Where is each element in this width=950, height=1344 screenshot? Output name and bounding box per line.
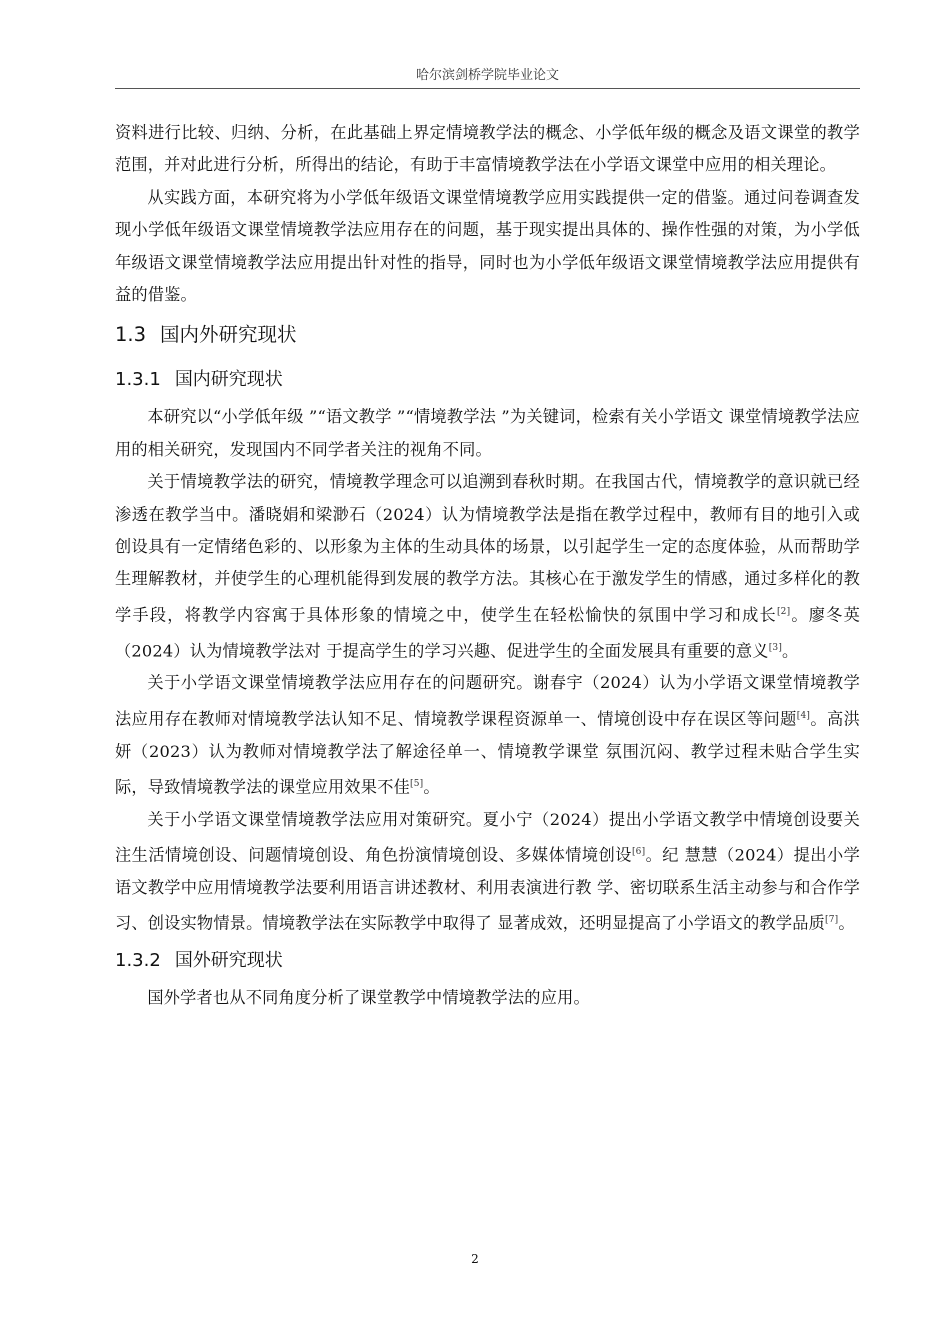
paragraph-5-text-a: 关于小学语文课堂情境教学法应用存在的问题研究。谢春宇（2024）认为小学语文课堂情境教学法应用存在教师对情境教学法认知不足、情境教学课程资源单一、情境创设中存在误区等问题 <box>115 673 860 729</box>
section-title: 国内外研究现状 <box>160 323 297 347</box>
paragraph-4-text-b: 。廖冬英（2024）认为情境教学法对 于提高学生的学习兴趣、促进学生的全面发展具有重要的意义 <box>115 605 860 661</box>
section-title: 国外研究现状 <box>174 950 283 972</box>
paragraph-5-text-b: 。高洪妍（2023）认为教师对情境教学法了解途径单一、情境教学课堂 氛围沉闷、教学过程未贴合学生实际，导致情境教学法的课堂应用效果不佳 <box>115 709 860 797</box>
citation-3: [3] <box>768 642 783 653</box>
paragraph-6-text-a: 关于小学语文课堂情境教学法应用对策研究。夏小宁（2024）提出小学语文教学中情境创设要关注生活情境创设、问题情境创设、角色扮演情境创设、多媒体情境创设 <box>115 809 860 865</box>
header-rule <box>115 88 860 89</box>
citation-2: [2] <box>776 606 791 617</box>
citation-4: [4] <box>796 710 811 721</box>
citation-5: [5] <box>409 779 424 790</box>
running-header: 哈尔滨剑桥学院毕业论文 <box>415 68 559 83</box>
paragraph-4-text-c: 。 <box>782 641 799 661</box>
paragraph-6 <box>115 804 860 940</box>
page-body <box>115 117 860 1015</box>
page-number: 2 <box>471 1252 479 1266</box>
paragraph-7: 国外学者也从不同角度分析了课堂教学中情境教学法的应用。 <box>147 988 590 1008</box>
citation-6: [6] <box>631 847 646 858</box>
section-heading-1-3-2 <box>115 940 860 982</box>
section-number: 1.3 <box>115 323 147 347</box>
paragraph-2: 从实践方面，本研究将为小学低年级语文课堂情境教学应用实践提供一定的借鉴。通过问卷调查发现小学低年级语文课堂情境教学法应用存在的问题，基于现实提出具体的、操作性强的对策，为小学低年级语文课堂情境教学法应用提出针对性的指导，同时也为小学低年级语文课堂情境教学法应用提供有益的借鉴。 <box>115 187 860 305</box>
citation-7: [7] <box>825 915 839 926</box>
section-number: 1.3.1 <box>115 369 161 391</box>
section-title: 国内研究现状 <box>174 369 283 391</box>
paragraph-5 <box>115 667 860 803</box>
paragraph-1: 资料进行比较、归纳、分析，在此基础上界定情境教学法的概念、小学低年级的概念及语文课堂的教学范围，并对此进行分析，所得出的结论，有助于丰富情境教学法在小学语文课堂中应用的相关理论。 <box>115 123 860 175</box>
paragraph-3: 本研究以“小学低年级 ”“语文教学 ”“情境教学法 ”为关键词，检索有关小学语文 课堂情境教学法应用的相关研究，发现国内不同学者关注的视角不同。 <box>115 407 860 459</box>
section-heading-1-3-1 <box>115 359 860 401</box>
section-number: 1.3.2 <box>115 950 161 972</box>
paragraph-5-text-c: 。 <box>423 777 440 797</box>
section-heading-1-3 <box>115 311 860 359</box>
paragraph-6-text-b: 。纪 慧慧（2024）提出小学语文教学中应用情境教学法要利用语言讲述教材、利用表演进行教 学、密切联系生活主动参与和合作学习、创设实物情景。情境教学法在实际教学中取得了 显著成效，还明显提高了小学语文的教学品质 <box>115 845 861 933</box>
paragraph-6-text-c: 。 <box>838 913 855 933</box>
paragraph-4 <box>115 466 860 667</box>
paragraph-4-text-a: 关于情境教学法的研究，情境教学理念可以追溯到春秋时期。在我国古代，情境教学的意识就已经渗透在教学当中。潘晓娟和梁渺石（2024）认为情境教学法是指在教学过程中，教师有目的地引入或创设具有一定情绪色彩的、以形象为主体的生动具体的场景，以引起学生一定的态度体验，从而帮助学生理解教材，并使学生的心理机能得到发展的教学方法。其核心在于激发学生的情感，通过多样化的教学手段，将教学内容寓于具体形象的情境之中，使学生在轻松愉快的氛围中学习和成长 <box>115 472 860 625</box>
